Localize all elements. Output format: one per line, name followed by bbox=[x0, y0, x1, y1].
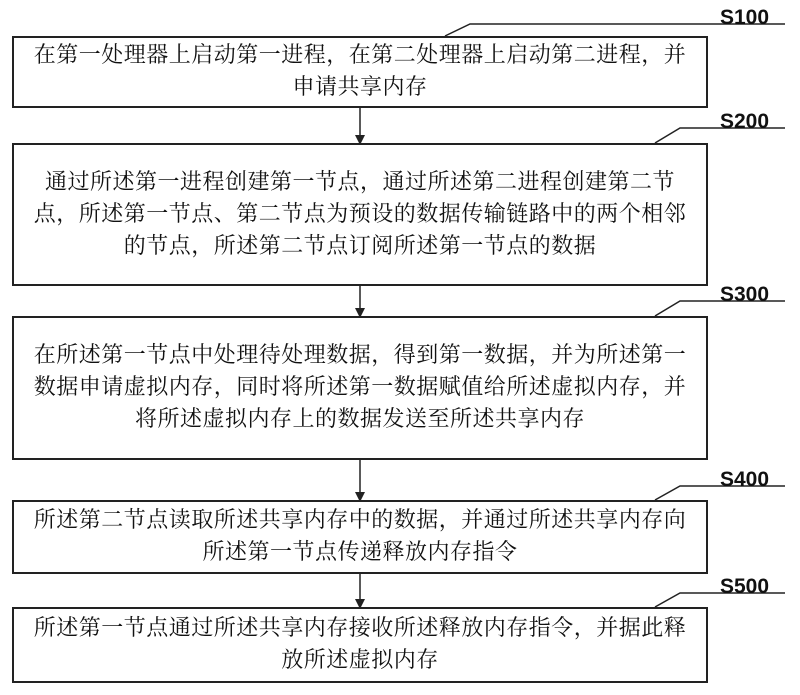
step-label-s100: S100 bbox=[720, 6, 770, 29]
step-box-s200 bbox=[12, 143, 708, 286]
step-text-s200: 通过所述第一进程创建第一节点，通过所述第二进程创建第二节点，所述第一节点、第二节点为预设的数据传输链路中的两个相邻的节点，所述第二节点订阅所述第一节点的数据 bbox=[33, 169, 687, 259]
step-text-s500: 所述第一节点通过所述共享内存接收所述释放内存指令，并据此释放所述虚拟内存 bbox=[33, 616, 687, 673]
step-box-s100 bbox=[12, 36, 708, 108]
step-box-s400 bbox=[12, 500, 708, 574]
step-label-s500: S500 bbox=[720, 575, 770, 598]
step-text-s100: 在第一处理器上启动第一进程，在第二处理器上启动第二进程，并申请共享内存 bbox=[33, 43, 687, 100]
step-text-s300: 在所述第一节点中处理待处理数据，得到第一数据，并为所述第一数据申请虚拟内存，同时将所述第一数据赋值给所述虚拟内存，并将所述虚拟内存上的数据发送至所述共享内存 bbox=[33, 343, 687, 432]
step-box-s500 bbox=[12, 607, 708, 683]
step-label-s200: S200 bbox=[720, 110, 770, 133]
step-box-s300 bbox=[12, 316, 708, 460]
step-label-s300: S300 bbox=[720, 283, 770, 306]
step-label-s400: S400 bbox=[720, 468, 770, 491]
step-text-s400: 所述第二节点读取所述共享内存中的数据，并通过所述共享内存向所述第一节点传递释放内存指令 bbox=[33, 508, 687, 565]
